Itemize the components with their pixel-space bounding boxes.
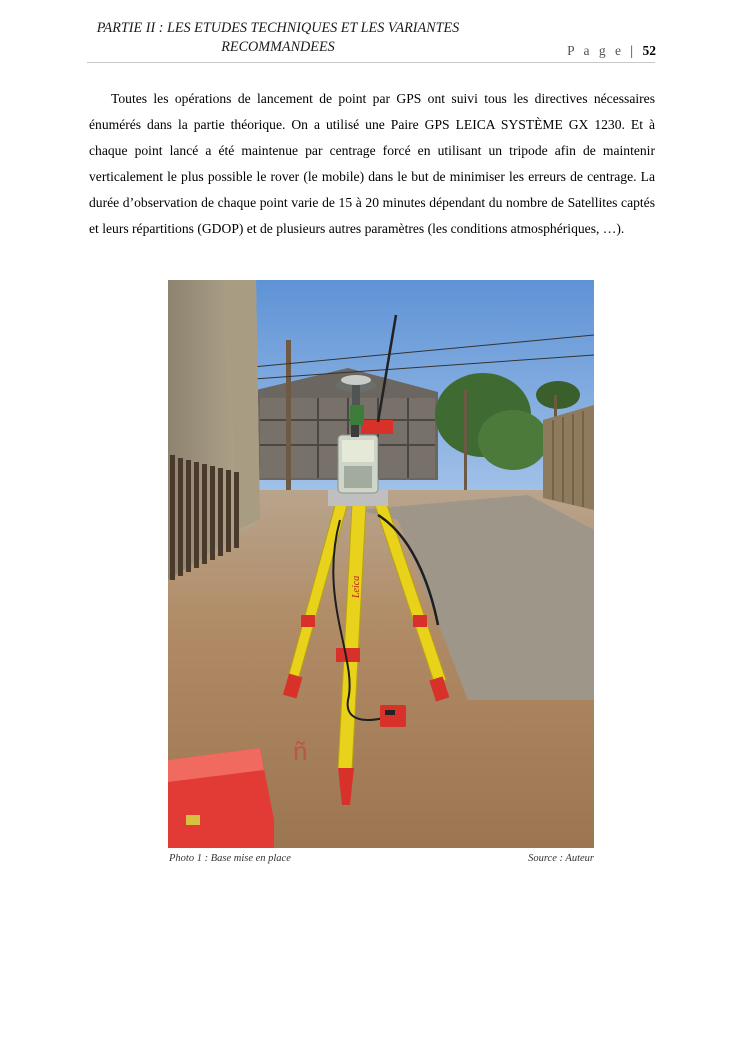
right-shed <box>543 405 594 510</box>
body-paragraph: Toutes les opérations de lancement de point par GPS ont suivi tous les directives nécessaires énumérés dans la partie théorique. On a utilisé une Paire GPS LEICA SYSTÈME GX 1230. Et à chaque point lancé a été maintenue par centrage forcé en utilisant un tripode afin de maintenir verticalement le plus possible le rover (le mobile) dans le but de minimiser les erreurs de centrage. La durée d’observation de chaque point varie de 15 à 20 minutes dépendant du nombre de Satellites captés et leurs répartitions (GDOP) et de plusieurs autres paramètres (les conditions atmosphériques, …). <box>89 91 655 236</box>
gps-base-photo <box>168 280 594 848</box>
photo-caption: Photo 1 : Base mise en place <box>169 853 291 864</box>
header-divider <box>87 62 655 63</box>
page-label: P a g e <box>567 43 625 58</box>
page-separator: | <box>630 43 634 58</box>
page-number: 52 <box>642 43 656 58</box>
equipment-case <box>168 748 274 848</box>
photo-source: Source : Auteur <box>528 853 594 864</box>
battery-box <box>380 705 406 727</box>
tripod-brand-label: Leica <box>351 575 362 598</box>
ground-mark: ñ <box>293 736 308 766</box>
page-number-block <box>567 43 656 59</box>
running-header-title: PARTIE II : LES ETUDES TECHNIQUES ET LES VARIANTES RECOMMANDEES <box>96 20 460 55</box>
